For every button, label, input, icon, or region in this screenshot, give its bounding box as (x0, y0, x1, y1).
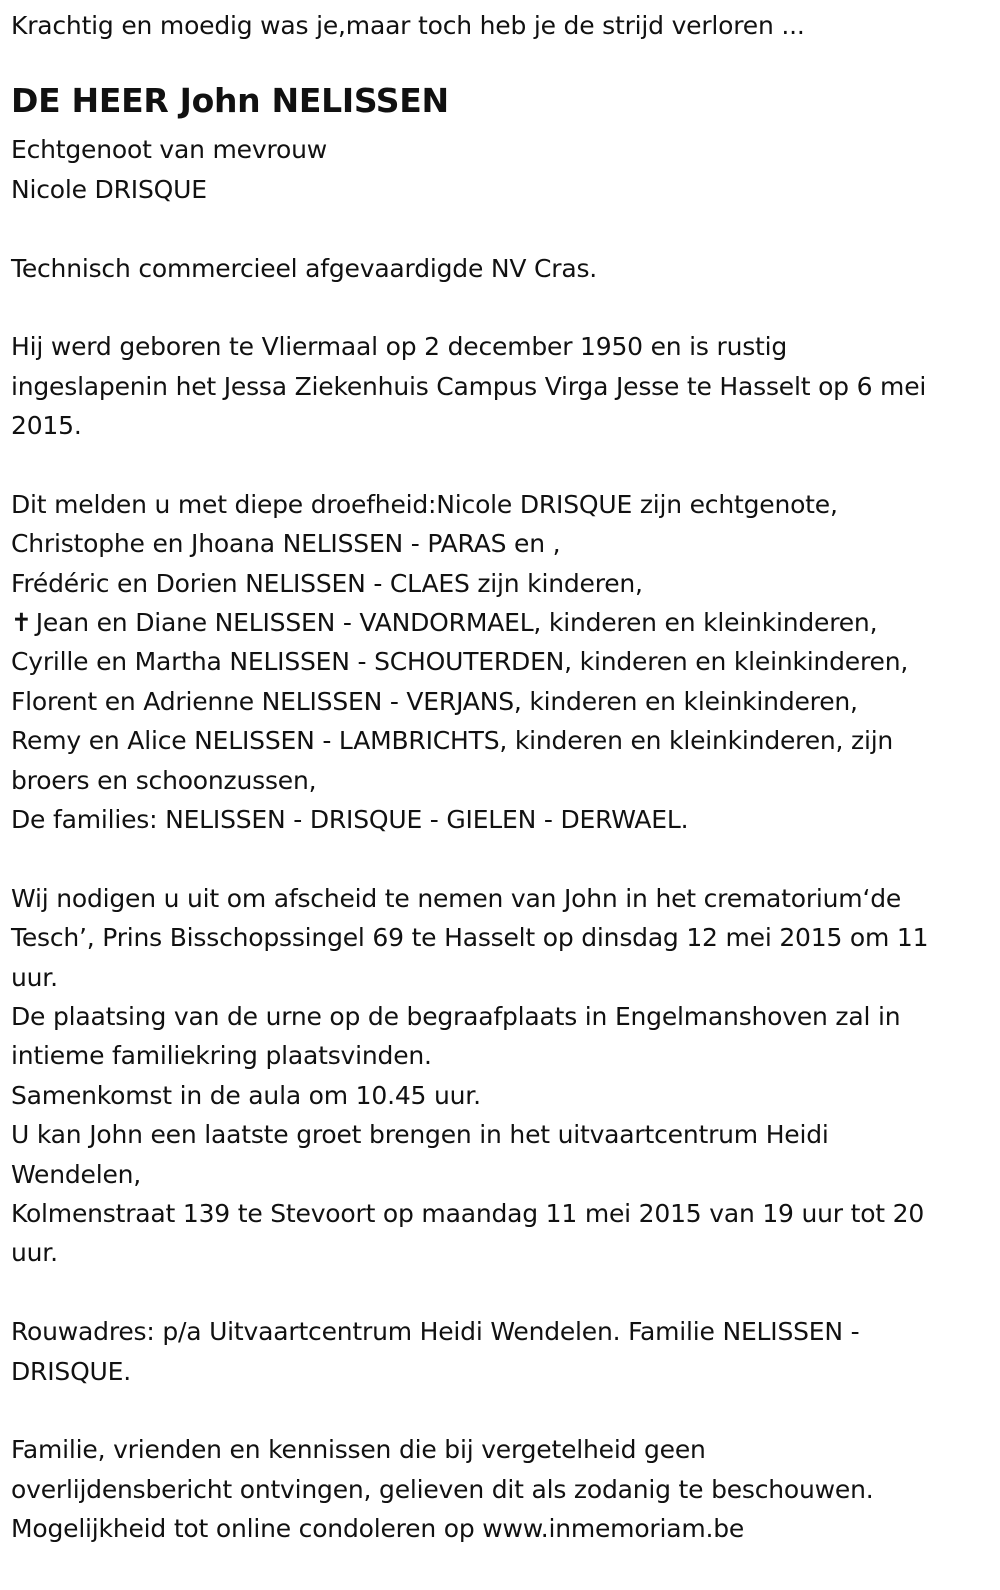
spouse-name: Nicole DRISQUE (11, 174, 207, 204)
family-line: Christophe en Jhoana NELISSEN - PARAS en , (11, 529, 561, 559)
ceremony-line: Kolmenstraat 139 te Stevoort op maandag 11 mei 2015 van 19 uur tot 20 (11, 1198, 925, 1228)
ceremony-line: Wij nodigen u uit om afscheid te nemen van John in het crematorium‘de (11, 883, 902, 913)
family-line-deceased (11, 603, 991, 642)
family-line-text: Jean en Diane NELISSEN - VANDORMAEL, kinderen en kleinkinderen, (35, 608, 878, 638)
address-line: DRISQUE. (11, 1356, 131, 1386)
birth-death-line: 2015. (11, 411, 82, 441)
family-line: Cyrille en Martha NELISSEN - SCHOUTERDEN, kinderen en kleinkinderen, (11, 647, 909, 677)
ceremony-line: De plaatsing van de urne op de begraafplaats in Engelmanshoven zal in (11, 1001, 901, 1031)
spacer (11, 1391, 991, 1430)
spacer (11, 209, 991, 248)
family-line: De families: NELISSEN - DRISQUE - GIELEN - DERWAEL. (11, 805, 689, 835)
obituary-notice (11, 6, 991, 1548)
ceremony-line: uur. (11, 962, 58, 992)
ceremony-line: intieme familiekring plaatsvinden. (11, 1041, 432, 1071)
ceremony-line: Tesch’, Prins Bisschopssingel 69 te Hasselt op dinsdag 12 mei 2015 om 11 (11, 923, 929, 953)
spouse-line: Echtgenoot van mevrouw (11, 135, 327, 165)
birth-death-line: ingeslapenin het Jessa Ziekenhuis Campus Virga Jesse te Hasselt op 6 mei (11, 371, 927, 401)
family-line: Frédéric en Dorien NELISSEN - CLAES zijn kinderen, (11, 568, 643, 598)
address-line: Rouwadres: p/a Uitvaartcentrum Heidi Wendelen. Familie NELISSEN - (11, 1317, 860, 1347)
spacer (11, 839, 991, 878)
ceremony-line: uur. (11, 1238, 58, 1268)
ceremony-line: Samenkomst in de aula om 10.45 uur. (11, 1080, 481, 1110)
occupation-text: Technisch commercieel afgevaardigde NV Cras. (11, 253, 598, 283)
family-line: broers en schoonzussen, (11, 765, 317, 795)
spacer (11, 446, 991, 485)
cross-icon: ✝ (11, 608, 32, 638)
motto-text: Krachtig en moedig was je,maar toch heb je de strijd verloren ... (11, 11, 805, 40)
closing-line: Familie, vrienden en kennissen die bij vergetelheid geen (11, 1435, 706, 1465)
birth-death-line: Hij werd geboren te Vliermaal op 2 december 1950 en is rustig (11, 332, 788, 362)
spacer (11, 288, 991, 327)
closing-line: Mogelijkheid tot online condoleren op www.inmemoriam.be (11, 1514, 745, 1544)
family-line: Florent en Adrienne NELISSEN - VERJANS, kinderen en kleinkinderen, (11, 686, 858, 716)
closing-line: overlijdensbericht ontvingen, gelieven dit als zodanig te beschouwen. (11, 1474, 874, 1504)
family-line: Dit melden u met diepe droefheid:Nicole DRISQUE zijn echtgenote, (11, 489, 838, 519)
ceremony-line: Wendelen, (11, 1159, 142, 1189)
deceased-name: DE HEER John NELISSEN (11, 81, 449, 121)
spacer (11, 1273, 991, 1312)
family-line: Remy en Alice NELISSEN - LAMBRICHTS, kinderen en kleinkinderen, zijn (11, 726, 894, 756)
ceremony-line: U kan John een laatste groet brengen in het uitvaartcentrum Heidi (11, 1120, 829, 1150)
